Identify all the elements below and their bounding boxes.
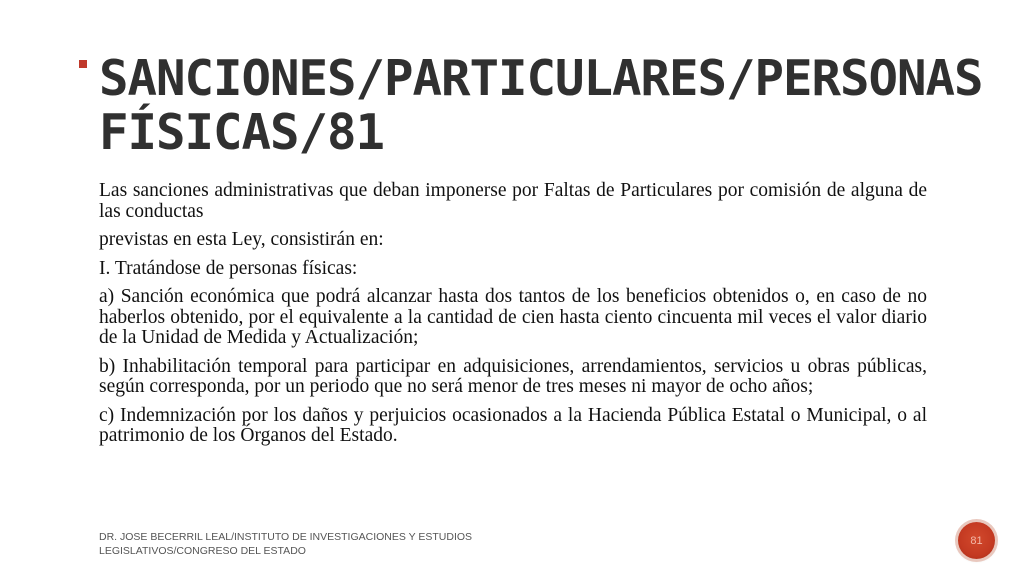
title-accent-marker xyxy=(79,60,87,68)
body-paragraph: I. Tratándose de personas físicas: xyxy=(99,257,358,279)
body-paragraph: b) Inhabilitación temporal para participar en adquisiciones, arrendamientos, servicios u obras públicas, según corresponda, por un periodo que no será menor de tres meses ni mayor de ocho años; xyxy=(99,355,927,397)
body-paragraph: a) Sanción económica que podrá alcanzar hasta dos tantos de los beneficios obtenidos o, en caso de no haberlos obtenido, por el equivalente a la cantidad de cien hasta ciento cincuenta mil veces el valor diario de la Unidad de Medida y Actualización; xyxy=(99,286,927,348)
body-paragraph: c) Indemnización por los daños y perjuicios ocasionados a la Hacienda Pública Estatal o Municipal, o al patrimonio de los Órganos del Estado. xyxy=(99,404,927,446)
body-paragraph: Las sanciones administrativas que deban imponerse por Faltas de Particulares por comisión de alguna de las conductas xyxy=(99,180,927,222)
slide-footer: DR. JOSE BECERRIL LEAL/INSTITUTO DE INVESTIGACIONES Y ESTUDIOS LEGISLATIVOS/CONGRESO DEL ESTADO xyxy=(99,531,473,557)
slide-body xyxy=(99,181,927,455)
page-number-badge xyxy=(958,522,995,559)
body-paragraph: previstas en esta Ley, consistirán en: xyxy=(99,229,384,250)
slide-title: SANCIONES/PARTICULARES/PERSONAS FÍSICAS/81 xyxy=(99,50,983,161)
page-number: 81 xyxy=(970,534,983,547)
